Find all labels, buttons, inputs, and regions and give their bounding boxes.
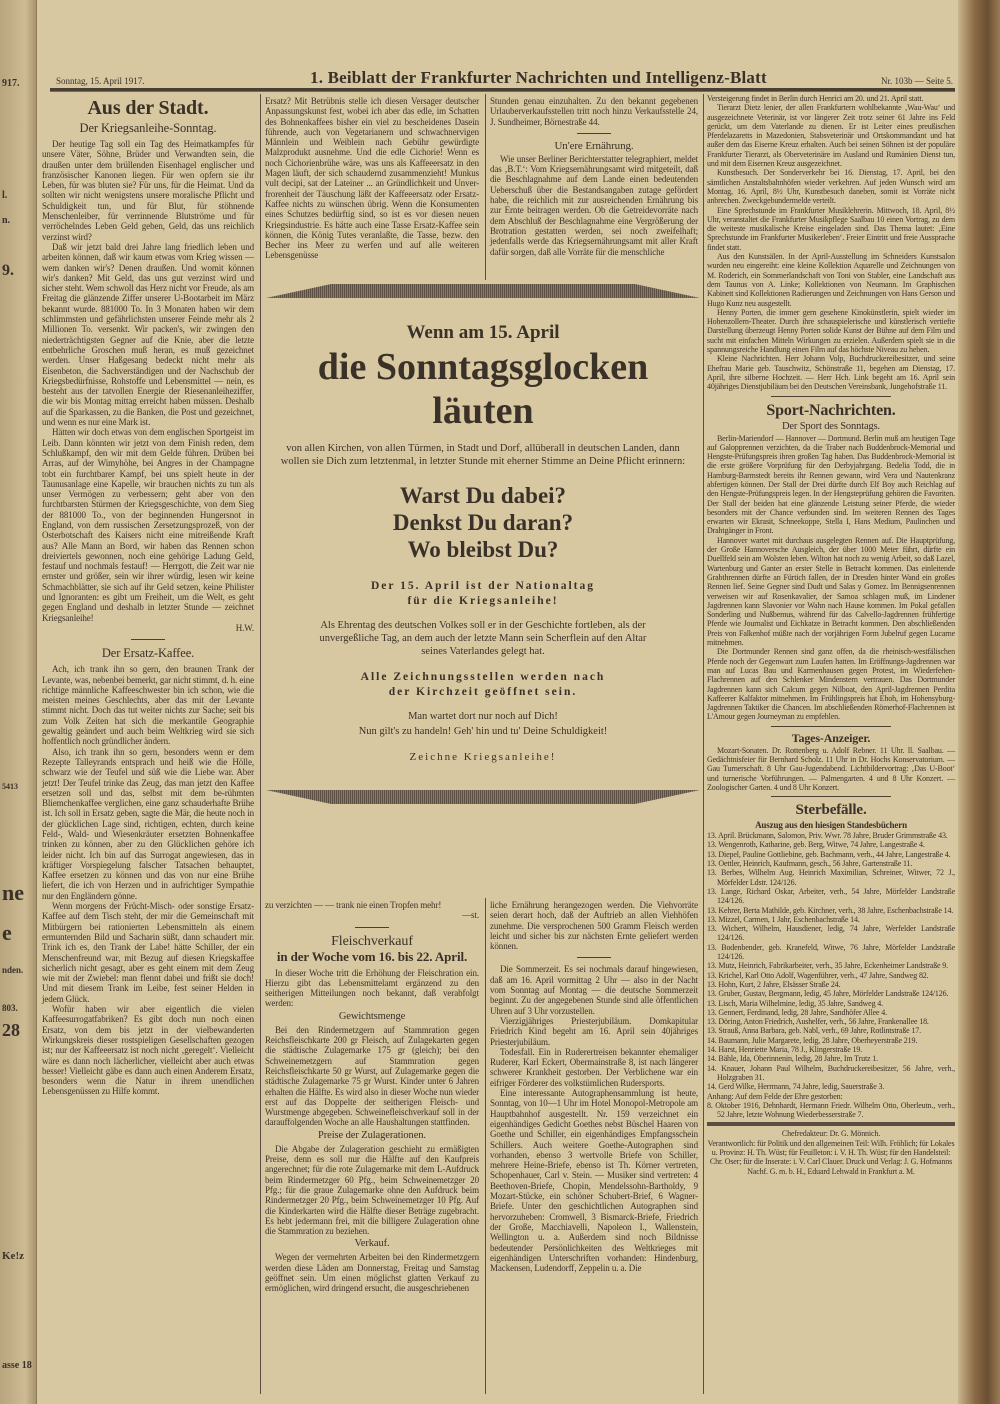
- ad-national-day: für die Kriegsanleihe!: [407, 595, 559, 607]
- paragraph: Der heutige Tag soll ein Tag des Heimatkampfes für unsere Väter, Söhne, Brüder und Verwandten sein, die draußen unter dem brüllenden Eisenhagel englischer und französischer Kanonen liegen. Für wen opfern sie ihr Leben, für was bluten sie? Für uns, für die Heimat. Und da sollten wir nicht wenigstens unsere moralische Pflicht und Schuldigkeit tun, und für Blut, für stöhnende Menschenleiber, für verrinnende Blutströme und für verröchelndes Leben Geld geben, Geld, das uns reichlich verzinst wird?: [42, 139, 254, 242]
- column-right: [707, 94, 955, 1176]
- ad-headline: Wenn am 15. April: [406, 322, 560, 343]
- edge-text: 5413: [2, 782, 18, 791]
- column-coffee-continued: [265, 96, 479, 261]
- ad-call-to-action: Zeichne Kriegsanleihe!: [409, 751, 557, 763]
- paragraph: Die Abgabe der Zulageration geschieht zu ermäßigten Preise, denn es soll nur die Hälfte auf den Kaufpreis angerechnet; für die rote Zulagemarke mit dem L-Aufdruck beim Rindermetzger 60 Pfg., beim Schweinemetzger 20 Pfg.; für die graue Zulagemarke ohne den Aufdruck beim Rindermetzger 20 Pfg., beim Schweinemetzger 10 Pfg. Auf die Kinderkarten wird die Hälfte dieser Beträge zugebracht. Es hebt jedermann frei, mit die billigere Zulageration ohne die Stammration zu beziehen.: [265, 1143, 479, 1237]
- paragraph: Wegen der vermehrten Arbeiten bei den Rindermetzgern werden diese Läden am Donnerstag, Freitag und Samstag geöffnet sein. Um einen möglichst glatten Verkauf zu ermöglichen, wird dringend ersucht, die ausgeschriebenen: [265, 1252, 479, 1294]
- column-local-news: [42, 95, 254, 1097]
- paragraph: zu verzichten — — trank nie einen Tropfen mehr!: [265, 900, 442, 910]
- imprint: [707, 1129, 955, 1175]
- ad-text: von allen Kirchen, von allen Türmen, in Stadt und Dorf, allüberall in deutschen Landen, dann wollen sie Dich zum letztenmal, in letzter Stunde mit eherner Stimme an Deine Pflicht erinnern:: [280, 443, 686, 467]
- subheading: Verkauf.: [354, 1238, 390, 1250]
- death-notice: 14. Baumann, Julie Margarete, ledig, 28 Jahre, Oberheyerstraße 219.: [707, 1035, 918, 1045]
- page-header: [50, 66, 955, 88]
- article-title: Auszug aus den hiesigen Standesbüchern: [755, 820, 907, 831]
- issue-number: Nr. 103b — Seite 5.: [881, 76, 953, 86]
- subheading: Gewichtsmenge: [338, 1010, 406, 1022]
- ad-border-top: [266, 284, 700, 298]
- death-notice: 13. Wichert, Wilhelm, Hausdiener, ledig, 74 Jahre, Werfelder Landstraße 124/126.: [707, 924, 955, 943]
- paragraph: Ersatz? Mit Betrübnis stelle ich diesen Versager deutscher Anpassungskunst fest, wobei ich aber das edle, im Schatten des Bohnenkaffees bisher ein viel zu bescheidenes Dasein führende, auch von Vegetarianern und schwachnervigen Männlein und Weiblein nach Gebühr gewürdigte Malzprodukt ausnehme. Und die edle Cichorie! Wenn es noch Cichorienbrühe wäre, was uns als Kaffeeersatz in den Magen läuft, der sich schaudernd zusammenzieht! Munkus vult decipi, sat der Lateiner ... an Gründlichkeit und Unver-frorenheit der Täuschung läßt der Kaffeeersatz oder Ersatz-Kaffee nichts zu wünschen übrig. Wenn die Konsumenten eines Schutzes bedürftig sind, so ist es vor diesen neuen Kriegsindustrie. Es hätte auch eine Tasse Ersatz-Kaffee sein können, die König Tutes veranlaßte, die Tasse, bezw. den Becher ins Meer zu werfen und auf alle weiteren Lebensgenüsse: [265, 96, 479, 261]
- ad-question: Denkst Du daran?: [392, 510, 574, 535]
- edge-text: 917.: [2, 78, 20, 89]
- separator: [771, 396, 891, 397]
- column-meat-sale: [265, 900, 479, 1294]
- ad-question: Wo bleibst Du?: [407, 537, 559, 562]
- paragraph: Hätten wir doch etwas von dem englischen Sportgeist im Leib. Dann könnten wir jetzt von dem Finish reden, dem Schlußkampf, den wir mit dem Gelde führen. Drüben bei Arras, auf der Wimyhöhe, bei Angres in der Champagne tobt ein furchtbarer Kampf, bei uns spielt heute in der Taunusanlage eine Kapelle, wir brauchen nichts zu tun als unser Vermögen zu verbessern; geht aber von den furchtbarsten Stürmen der Kriegsgeschichte, von dem Sieg der 881000 To., von der beginnenden Hungersnot in England, von dem russischen Zersetzungsprozeß, von der Osterbotschaft des Kaisers nicht eine mitreißende Kraft aus? Alle Mann an Bord, wir haben das Rennen schon dreiviertels gewonnen, noch eine gehörige Ladung Geld, festauf und nochmals festauf! — Herrgott, die Zeit war nie ernster und größer, sein wir ihrer würdig, lesen wir keine Schmachblätter, sie sich auf ihr Geld setzen, keine Philister und Ignoranten: es gibt um Freiheit, um die Welt, es geht gegen England und deshalb in letzter Stunde — zeichnet Kriegsanleihe!: [42, 427, 254, 623]
- ad-national-day: Der 15. April ist der Nationaltag: [370, 580, 595, 592]
- paragraph: Eine Sprechstunde im Frankfurter Musiklehrerin. Mittwoch, 18. April, 8½ Uhr, veranstaltet die Frankfurter Musikpflege Saalbau 10 einen Vortrag, zu dem die weiteste musikalische Kreise eingeladen sind. Das Thema lautet: ‚Eine Sprechstunde im Frankfurter Musikerleben‘. Freier Eintritt und freie Aussprache findet statt.: [707, 205, 955, 252]
- death-notice: 13. Krichel, Karl Otto Adolf, Wagenführer, verh., 47 Jahre, Sandweg 82.: [707, 970, 929, 980]
- death-notice: 13. Hohn, Kurt, 2 Jahre, Elsässer Straße 24.: [707, 979, 841, 989]
- separator: [771, 796, 891, 797]
- death-notice: 8. Oktober 1916, Dehnhardt, Hermann Friedr. Wilhelm Otto, Oberleutn., verh., 52 Jahre, letzte Wohnung Wiederbesserstraße 7.: [707, 1100, 955, 1120]
- paragraph: Mozart-Sonaten. Dr. Rottenberg u. Adolf Rebner. 11 Uhr. ll. Saalbau. — Gedächtnisfeier für Bernhard Scholz. 11 Uhr in Dr. Hochs Konservatorium. — Gau Turnerschaft. 8 Uhr Gau-Jugendabend. Lichtbildervortrag: ‚Das U-Boot‘ und turnerische Vorführungen. — Palmengarten. 4 und 8 Uhr Konzert. — Zoologischer Garten. 4 und 8 Uhr Konzert.: [707, 745, 955, 792]
- paragraph: Stunden genau einzuhalten. Zu den bekannt gegebenen Urlauberverkaufsstellen tritt noch hinzu Verkaufsstelle 24, J. Sundheimer, Börnestraße 44.: [490, 96, 698, 127]
- paragraph: Ach, ich trank ihn so gern, den braunen Trank der Levante, was, nebenbei bemerkt, gar nicht stimmt, d. h. eine richtige männliche Kaffeeschwester bin ich schon, wie die meisten meines Geschlechts, aber das mit der Levante stimmt nicht. Doch das tut weiter nichts zur Sache; seit bis zum Volk Zeiten hat sich die merkantile Geographie gewaltig geändert und auch beim Weltkrieg wird sie sich hoffentlich noch gründlicher ändern.: [42, 664, 254, 747]
- separator: [131, 639, 165, 640]
- paragraph: Henny Porten, die immer gern gesehene Kinokünstlerin, spielt wieder im Hohenzollern-Theater. Durch ihre schauspielerische und künstlerisch vertiefte Darstellung überzeugt Henny Porten solide Kunst der Bühne auf dem Film und sucht mit einfachen Mitteln Wirkungen zu erzielen. Außerdem spielt sie in die spannungsreiche Handlung einen Film auf das höchste Niveau zu heben.: [707, 307, 955, 355]
- article-subtitle: in der Woche vom 16. bis 22. April.: [276, 948, 468, 964]
- section-title: Sterbefälle.: [795, 802, 867, 819]
- death-notice: 14. Harst, Henriette Maria, 78 J., Klingerstraße 19.: [707, 1045, 863, 1055]
- section-title: Aus der Stadt.: [87, 97, 209, 119]
- paragraph: liche Ernährung herangezogen werden. Die Viehvorräte seien derart hoch, daß der Auftrieb an allen Viehhöfen zunehme. Die versprochenen 500 Gramm Fleisch werden leicht und sicher bis zur nächsten Ernte geliefert werden können.: [490, 900, 698, 952]
- edge-text: asse 18: [2, 1360, 32, 1371]
- edge-text: Ke!z: [2, 1250, 24, 1262]
- paragraph: Kunstbesuch. Der Sonderverkehr bei 16. Dienstag, 17. April, bei den sämtlichen Anstaltsbahnhöfen wieder verkehren. Auf jeden Wunsch wird am Montag, 16. April, 8½ Uhr, Kunstbesuch daneben, somit ist Vorräte nicht anbrechen. Zweckgebundermelde verteilt.: [707, 168, 955, 206]
- ad-headline-large: läuten: [432, 390, 534, 432]
- ad-headline-large: die Sonntagsglocken: [317, 346, 649, 388]
- death-notice: 13. Diepel, Pauline Gottliebine, geb. Bachmann, verh., 44 Jahre, Langestraße 4.: [707, 849, 951, 859]
- death-notice: 13. Kehrer, Berta Mathilde, geb. Kirchner, verh., 38 Jahre, Eschenbachstraße 14.: [707, 905, 954, 915]
- death-notices-list: [707, 831, 955, 1119]
- author-signature: —st.: [462, 910, 479, 921]
- article-title: Fleischverkauf: [331, 933, 413, 949]
- death-notice: 13. Berbes, Wilhelm Aug. Heinrich Maximilian, Schreiner, Witwer, 72 J., Mörfelder Ldstr. 124/126.: [707, 868, 955, 887]
- paragraph: Berlin-Mariendorf — Hannover — Dortmund. Berlin muß am heutigen Tage auf Galopprennen verzichten, da die Traber nach Buddenbrock-Memorial und Hengste-Prüfungspreis ihren großen Tag haben. Das Buddenbrock-Memorial ist die erste größere Vorprüfung für den Derbyjahrgang. Bedelia Todd, die in Hamburg-Barmstedt bereits ihr Rennen gewann, wird Vera und Nautenkranz abfertigen können. Der Stall der Drei dürfte durch Elf Boy auch Reichlag auf den Hengste-Prüfungspreis legen. In der Hengsteprüfung gehören die Favoriten. Der Stall der beiden hat eine glänzende Leistung seiner Pferde, die wieder besonders mit der Chance verbunden sind. Im weiteren Rennen des Tages erwarten wir Ekrasit, Schneekoppe, Stella I, Hans Medium, Paulinchen und Drahtgänger in Front.: [707, 433, 955, 536]
- edge-text: l.: [2, 190, 8, 201]
- ad-question: Warst Du dabei?: [399, 483, 567, 508]
- column-nutrition: [490, 96, 698, 257]
- paragraph-obituary: Todesfall. Ein in Ruderertreisen bekannter ehemaliger Ruderer, Karl Eckert, Obermainstraße 8, ist nach längerer schwerer Krankheit gestorben. Der Verblichene war ein eifriger Förderer des volkstümlichen Rudersports.: [490, 1046, 698, 1088]
- paragraph: In dieser Woche tritt die Erhöhung der Fleischration ein. Hierzu gibt das Lebensmittelamt ergänzend zu den seitherigen Mitteilungen noch bekannt, daß verabfolgt werden:: [265, 967, 479, 1009]
- death-notice: 13. Wengenroth, Katharine, geb. Berg, Witwe, 74 Jahre, Langestraße 4.: [707, 840, 925, 850]
- article-title: Der Sport des Sonntags.: [781, 420, 881, 432]
- issue-date: Sonntag, 15. April 1917.: [56, 76, 145, 86]
- separator: [355, 927, 389, 928]
- death-notice: 13. Gennert, Ferdinand, ledig, 28 Jahre, Sandhöfer Allee 4.: [707, 1007, 887, 1017]
- ad-text: Nun gilt's zu handeln! Geh' hin und tu' Deine Schuldigkeit!: [358, 726, 608, 737]
- paragraph: Tierarzt Dietz lenier, der allen Frankfurtern wohlbekannte ‚Wau-Wau‘ und ausgezeichnete Veterinär, ist vor längerer Zeit trotz seiner 61 Jahre ins Feld gerückt, um dem Vaterlande zu dienen. Er ist Leiter eines preußischen Pferdelazaretts in Mazedonien, Stabsveterinär und Ortskommandant und hat außer dem das Eiserne Kreuz erhalten. Auch bei seinen Söhnen ist der populäre Frankfurter Tierarzt, als Oberveterinäre im Ausland und Rumänien Dienst tun, und mit dem Eisernen Kreuz ausgezeichnet.: [707, 103, 955, 169]
- paragraph: Wofür haben wir aber eigentlich die vielen Kaffeesurrogatfabriken? Es gibt doch nun noch einen Ersatz, von dem bis jetzt in der vielbewanderten Wirkungskreis dieser rostspieligen Gesellschaften gezogen ist; nur der Kaffeeersatz ist noch nicht ‚geregelt‘. Vielleicht wäre es dann noch lächerlicher, vielleicht aber auch etwas besser! Vielleicht gäbe es dann auch einen Anderem Ersatz, besonders wenn die Natur in ihrem unendlichen Lebensgenüssen zu Hilfe kommt.: [42, 1004, 254, 1097]
- previous-page-edge: [0, 0, 37, 1404]
- paragraph-priest-jubilee: Vierzigjähriges Priesterjubiläum. Domkapitular Friedrich Kind begeht am 16. April sein 40jähriges Priesterjubiläum.: [490, 1015, 698, 1047]
- imprint-responsible: Verantwortlich: für Politik und den allgemeinen Teil: Wilh. Fröhlich; für Lokales u. Provinz: H. Th. Wüst; für Feuilleton: i. V. H. Th. Wüst; für den Handelsteil: Chr. Oser; für die Inserate: i. V. Carl Clauer. Druck und Verlag: J. G. Hofmanns Nachf. G. m. b. H., Eduard Lehwald in Frankfurt a. M.: [707, 1138, 955, 1176]
- paragraph-summer-time: Die Sommerzeit. Es sei nochmals darauf hingewiesen, daß am 16. April vormittag 2 Uhr — also in der Nacht vom Sonntag auf Montag — die deutsche Sommerzeit beginnt. Zu der angegebenen Stunde sind alle öffentlichen Uhren auf 3 Uhr vorzustellen.: [490, 964, 698, 1016]
- death-notice: 14. Gerd Wilke, Herrmann, 74 Jahre, ledig, Sauerstraße 3.: [707, 1082, 885, 1092]
- death-notice: 13. Döring, Anton Friedrich, Aushelfer, verh., 56 Jahre, Frankenallee 18.: [707, 1017, 929, 1027]
- separator: [577, 957, 611, 958]
- paragraph: Wie unser Berliner Berichterstatter telegraphiert, meldet das ‚B.T.‘: Vom Kriegsernährungsamt wird mitgeteilt, daß die Beschlagnahme auf dem Lande einen bedeutenden Ueberschuß über die Bestandsangaben zutage gefördert habe, die reichlich mit zur ausreichenden Ernährung bis zur Ernte beitragen werden. Ob die Getreidevorräte nach dem Abschluß der Beschlagnahme eine Vergrößerung der Brotration gestatten werden, sei noch zweifelhaft; jedenfalls werde das Kriegsernährungsamt mit aller Kraft dafür sorgen, daß alle Vorräte für die menschliche: [490, 153, 698, 257]
- death-notice: 13. Mutz, Heinrich, Fabrikarbeiter, verh., 35 Jahre, Eckenheimer Landstraße 9.: [707, 961, 948, 971]
- column-divider: [485, 94, 486, 280]
- death-notice: 13. April. Brückmann, Salomon, Priv. Wwr. 78 Jahre, Bruder Grimmstraße 43.: [707, 831, 948, 841]
- death-notice: 13. Lange, Richard Oskar, Arbeiter, verh., 54 Jahre, Mörfelder Landstraße 124/126.: [707, 886, 955, 906]
- edge-text: nden.: [2, 965, 24, 975]
- author-signature: H.W.: [235, 622, 254, 633]
- column-divider: [703, 94, 704, 1394]
- ad-text: Als Ehrentag des deutschen Volkes soll er in der Geschichte fortleben, als der unvergeßliche Tag, an dem auch der letzte Mann sein Scherflein auf den Altar seines Vaterlandes gelegt hat.: [319, 620, 647, 657]
- edge-text: 28: [2, 1020, 20, 1040]
- edge-text: 9.: [2, 262, 14, 279]
- death-notice: 13. Strauß, Anna Barbara, geb. Nabl, verh., 69 Jahre, Rotlintstraße 17.: [707, 1026, 921, 1036]
- paragraph: Versteigerung findet in Berlin durch Henrici am 20. und 21. April statt.: [707, 94, 924, 103]
- column-divider: [260, 94, 261, 1394]
- paragraph: Also, ich trank ihn so gern, besonders wenn er dem Rezepte Talleyrands entsprach und heiß wie die Hölle, schwarz wie der Teufel und süß wie die Liebe war. Aber jetzt! Der Teufel trinke das Zeug, das man jetzt den Kaffee ersetzen soll und das, selbst mit dem be-rühmten Bliemchenkaffee verglichen, eine ganz schauderhafte Brühe ist. Ich soll in Ersatz geben, sagte die Mär, die heute noch in der glücklichen Lage sind, richtigen, echten, durch keine Feld-, Wald- und Wiesenkräuter ersetzten Bohnenkaffee trinken zu können, aber zu den Glücklichen gehöre ich leider nicht. Ich bin auf das Surrogat angewiesen, das in kräftiger Vorspiegelung falscher Tatsachen behauptet, Kaffee ersetzen zu können und das von nur eine Brühe liefert, die ich von Herzen und in aufrichtiger Sympathie nur den Engländern gönne.: [42, 746, 254, 901]
- edge-text: 803.: [2, 1003, 18, 1013]
- paragraph: Hannover wartet mit durchaus ausgelegten Rennen auf. Die Hauptprüfung, der Große Hannoversche Ausgleich, der über 1000 Meter führt, dürfte ein Duellfeld sein am Wolsten leben. Wilton hat noch zu wenig Arbeit, so daß Lazel, Wartenburg und Ganter an erster Stelle in Betracht kommen. Das einleitende Grabthrennen dürfte an Fürtich fallen, der in Dresden hinter Wand ein großes Rennen lief. Seine Gegner sind Dudt und Salas y Gomez. Im Bennigsenrennen verweisen wir auf Rosenkavalier, der Samoa schlagen muß, im Lindener Jagdrennen kann Slavonier vor Wahn nach Hause kommen. Im Pokal gefallen Sonderling und Nußbemus, während für das Calvello-Jagdrennen frühfertige Pferde wie Journalist und Eichkatze in Betracht kommen. Den abschließenden Preis von Falkenhof müßte nach der vorjährigen Form Jubelruf gegen Lucarne mitnehmen.: [707, 535, 955, 648]
- column-local-notes: [490, 900, 698, 1273]
- paragraph-autographs: Eine interessante Autographensammlung ist heute, Sonntag, von 10—1 Uhr im Hotel Monopol-Metropole am Hauptbahnhof ausgestellt. Nr. 159 verzeichnet ein eigenhändiges Gedicht Goethes nebst Büschel Haaren von Goethe und Schiller, ein eigenhändiges Empfangsschein Schillers. Auch weitere Goethe-Autographen sind vorhanden, ebenso 3 wertvolle Briefe von Schiller, mehrere Heine-Briefe, ebenso ist Th. Körner vertreten, Schopenhauer, Carl v. Stein. — Musiker sind vertreten: 4 Beethoven-Briefe, Chopin, Mendelssohn-Bartholdy, 9 Mozart-Stücke, ein schöner Schubert-Brief, 6 Wagner-Briefe. Unter den geschichtlichen Autographen sind hervorzuheben: Cromwell, 3 Bismarck-Briefe, Friedrich der Große, Macchiavelli, Napoleon I., Wallenstein, Wellington u. a. Außerdem sind noch Bildnisse bedeutender Persönlichkeiten des Weltkrieges mit eigenhändigen Unterschriften vorhanden: Hindenburg, Mackensen, Ludendorff, Zeppelin u. a. Die: [490, 1088, 698, 1274]
- ad-border-bottom: [266, 790, 700, 804]
- paragraph: Wenn morgens der Frücht-Misch- oder sonstige Ersatz-Kaffee auf dem Tisch steht, der mir die Gemeinschaft mit Mitbürgern bei rationierten Lebensmitteln als einem ermunternden Bild und Sacharin süßt, dann schaudert mir. Trink ich es, den Trank der Labe! hätte Schiller, der ein Menschenfreund war, mit Bezug auf diesen Kriegskaffee sicherlich nicht gesagt, aber es geht einem mit dem Zeug wie mit der Zwiebel: man flennt dabei und frißt sie doch! Und mit diesem Trank im Leibe, fest seiner Helden in jedem Glück.: [42, 901, 254, 1004]
- death-notice: 13. Oettler, Heinrich, Kaufmann, gesch., 56 Jahre, Gartenstraße 11.: [707, 859, 913, 869]
- article-title: Der Kriegsanleihe-Sonntag.: [79, 121, 217, 135]
- ad-text: Man wartet dort nur noch auf Dich!: [408, 711, 558, 722]
- separator: [771, 726, 891, 727]
- paragraph: Kleine Nachrichten. Herr Johann Volp, Buchdruckereibesitzer, und seine Ehefrau Marie geb. Tauschwitz, Schönstraße 11, begehen am Dienstag, 17. April, ihre silberne Hochzeit. — Herr Hch. Link begeht am 16. April sein 40jähriges Dienstjubiläum bei den Deutschen Vereinsbank, Jungehofstraße 11.: [707, 354, 955, 392]
- separator: [707, 1122, 955, 1126]
- imprint-editor: Chefredakteur: Dr. G. Mönnich.: [781, 1129, 881, 1139]
- edge-text: n.: [2, 215, 11, 226]
- death-notice: 14. Bähle, Ida, Oberinnenin, ledig, 28 Jahre, Im Trutz 1.: [707, 1054, 878, 1064]
- separator: [577, 133, 611, 134]
- masthead-title: 1. Beiblatt der Frankfurter Nachrichten und Intelligenz-Blatt: [310, 68, 767, 87]
- subheading: Preise der Zulagerationen.: [318, 1129, 426, 1141]
- article-title: Un'ere Ernährung.: [554, 139, 634, 152]
- section-title: Sport-Nachrichten.: [766, 401, 896, 419]
- section-title: Tages-Anzeiger.: [791, 730, 871, 745]
- book-binding: [958, 0, 1000, 1404]
- paragraph: Bei den Rindermetzgern auf Stammration gegen Reichsfleischkarte 200 gr Fleisch, auf Zulagekarten gegen die städtische Zulagemarke 175 gr (gleich); bei den Schweinemetzgern auf Stammration gegen Reichsfleischkarte 50 gr Wurst, auf Zulagemarke gegen die städtische Zulagemarke 75 gr Wurst. Kinder unter 6 Jahren erhalten die Hälfte. Es wird also in dieser Woche nun wieder erst auf das Doppelte der seitherigen Fleisch- und Wurstmenge abgegeben. Schweinefleischverkauf soll in der darauffolgenden Woche an alle Haushaltungen stattfinden.: [265, 1024, 479, 1128]
- death-notice: 13. Gruber, Gustav, Bergmann, ledig, 45 Jahre, Mörfelder Landstraße 124/126.: [707, 989, 949, 999]
- death-notice: 13. Bodenbender, geb. Kranefeld, Witwe, 76 Jahre, Mörfelder Landstraße 124/126.: [707, 942, 955, 962]
- edge-text: ne: [2, 880, 24, 905]
- paragraph: Die Dortmunder Rennen sind ganz offen, da die rheinisch-westfälischen Pferde noch der Gegenwart zum Laufen hatten. Im Eröffnungs-Jagdrennen war man auf Lucas Bau und Karmenhausen gegen Protest, im Wiederfehen-Flachrennen auf den Schlenker Mindenstern vertrauen. Das Dortmunder Jagdrennen kann sich Calcum gegen Nilboat, den April-Jagdrennen Perdita Kaffeerer Kalfaktor mitnehmen. Im Frühlingspreis hat Ehoh, im Hohensyburg-Jagdrennen Taktiker die Chancen. Im abschließenden Römerhof-Flachrennen ist L'Amour gegen Journeyman zu empfehlen.: [707, 647, 955, 722]
- ad-offices-open: der Kirchzeit geöffnet sein.: [388, 686, 578, 698]
- death-notice: Anhang: Auf dem Felde der Ehre gestorben:: [707, 1091, 843, 1101]
- paragraph: Aus den Kunstsälen. In der April-Ausstellung im Schneiders Kunstsalon wurden neu eingereiht: eine kleine Kollektion Aquarelle und Zeichnungen von M. Roderich, ein Sommerlandschaft von Toni von Stabler, eine Landschaft aus dem Taunus von A. Linke; Kollektionen von Neumann. Im Graphischen Kabinett sind Kollektionen Radierungen und Zeichnungen von Hans Gerson und Hugo Kunz neu ausgestellt.: [707, 252, 955, 308]
- ad-offices-open: Alle Zeichnungsstellen werden nach: [360, 671, 606, 683]
- death-notice: 13. Lisch, Maria Wilhelmine, ledig, 35 Jahre, Sandweg 4.: [707, 998, 883, 1008]
- article-title: Der Ersatz-Kaffee.: [101, 646, 195, 661]
- paragraph: Daß wir jetzt bald drei Jahre lang friedlich leben und arbeiten können, daß wir kaum etwas vom Krieg wissen — wem danken wir's? Denen draußen. Und womit können wir's danken? Mit Geld, das uns gut verzinst wird und sicher steht. Wem schwoll das Herz nicht vor Freude, als am Freitag die glänzende Ziffer unserer U-Bootarbeit im März bekannt wurde. 881000 To. In 3 Monaten haben wir dem schlimmsten und gefährlichsten unserer Feinde mehr als 2 Millionen To. versenkt. Wir packen's, wir zwingen den niederträchtigsten Gegner auf die Knie, aber die letzte entbehrliche Groschen muß heran, es muß gezeichnet werden. Unser Haßgesang bedeckt nicht mehr als Eisenbeton, die Sachverständigen und der Nachschub der Kriegsbedürfnisse, Rohstoffe und Lebensmittel — nein, es besteht aus der tatvollen Energie der Riesenanleiheziffer, die wir bis Montag mittag erreicht haben müssen. Deshalb auf die Sparkassen, zu die Banken, die Post und gezeichnet, und wenn es nur eine Mark ist.: [42, 241, 254, 428]
- war-loan-advertisement: [266, 284, 700, 804]
- death-notice: 14. Knauer, Johann Paul Wilhelm, Buchdruckereibesitzer, 56 Jahre, verh., Holzgraben 31.: [707, 1063, 955, 1082]
- death-notice: 13. Mizzel, Carmen, 1 Jahr, Eschenbachstraße 14.: [707, 914, 860, 924]
- header-rule: [50, 88, 955, 92]
- column-divider: [485, 898, 486, 1394]
- edge-text: e: [2, 920, 12, 945]
